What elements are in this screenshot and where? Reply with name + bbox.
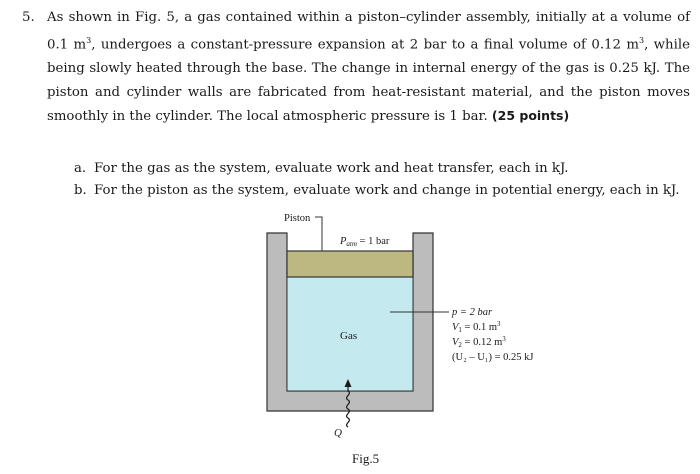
heat-label: Q — [334, 427, 342, 439]
piston-leader-line — [315, 217, 322, 251]
problem-text-1: As shown in Fig. 5, a gas contained within a piston–cylinder assembly, initially at a volume of 0.1 m — [47, 10, 690, 53]
pressure-value: p = 2 bar — [452, 307, 493, 318]
problem-text-2: , undergoes a constant-pressure expansion at 2 bar to a final volume of 0.12 m — [91, 37, 639, 53]
sub-question-letter: a. — [74, 161, 87, 176]
v2-symbol: V — [452, 337, 459, 348]
problem-sup-1: 3 — [86, 36, 92, 46]
piston-label: Piston — [284, 213, 311, 224]
problem-number: 5. — [22, 10, 35, 25]
points-label: (25 points) — [491, 108, 570, 124]
sub-question-letter: b. — [74, 183, 87, 198]
v1-symbol: V — [452, 322, 459, 333]
v2-subscript: 2 — [458, 341, 462, 349]
problem-text-3: , while being slowly heated through the base. The change in internal energy of the gas is 0.25 kJ. The piston and cylinder walls are fabricated from heat-resistant material, and the piston moves smoothly in the cylinder. The local atmospheric pressure is 1 bar. — [47, 37, 690, 125]
problem-sup-2: 3 — [638, 36, 645, 46]
internal-energy-change: (U₂ – U₁) = 0.25 kJ — [452, 352, 534, 363]
gas-label: Gas — [340, 330, 358, 342]
sub-question-text: For the gas as the system, evaluate work and heat transfer, each in kJ. — [94, 161, 569, 176]
figure-caption: Fig.5 — [352, 451, 380, 466]
v2-value: = 0.12 m — [461, 337, 503, 348]
sub-question-text: For the piston as the system, evaluate work and change in potential energy, each in kJ. — [94, 183, 680, 198]
patm-symbol: P — [340, 236, 347, 247]
final-volume-value — [452, 335, 506, 349]
v2-unit-sup: 3 — [502, 335, 506, 343]
v1-subscript: 1 — [458, 326, 462, 334]
patm-subscript: atm — [346, 240, 357, 248]
piston — [287, 251, 413, 277]
patm-label — [339, 236, 390, 248]
initial-volume-value — [452, 320, 501, 334]
v1-value: = 0.1 m — [461, 322, 498, 333]
patm-value: = 1 bar — [356, 236, 390, 247]
v1-unit-sup: 3 — [497, 320, 501, 328]
